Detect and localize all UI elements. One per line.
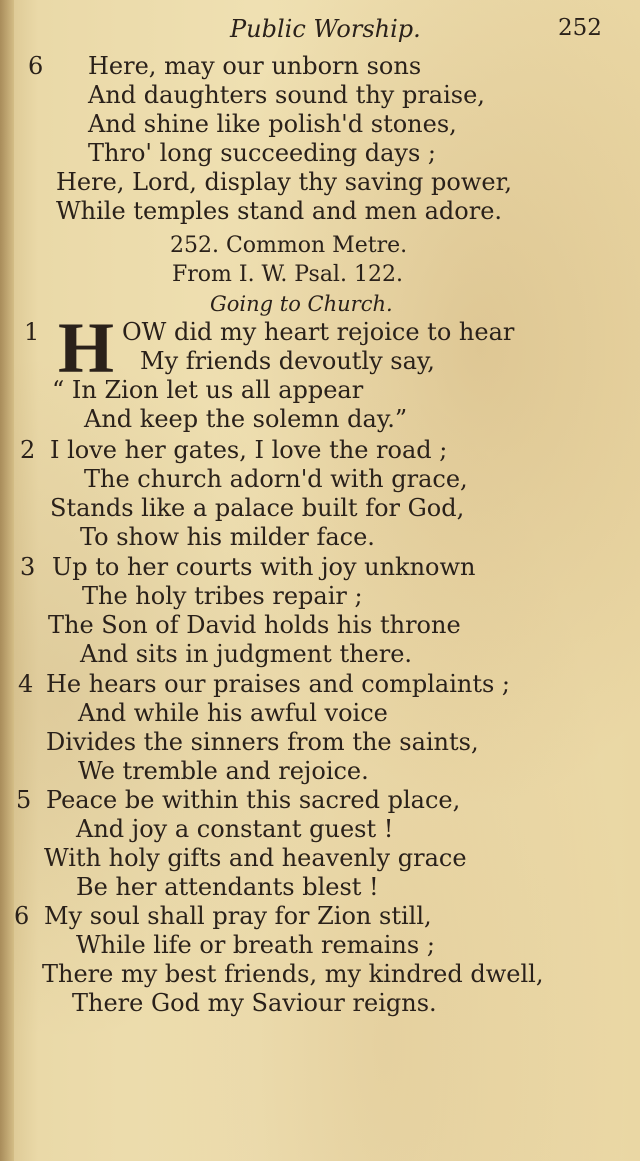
hymn-subtitle: Going to Church. (210, 292, 393, 316)
verse-line: The church adorn'd with grace, (84, 465, 468, 493)
verse-line: My soul shall pray for Zion still, (44, 902, 432, 930)
verse-line: And joy a constant guest ! (76, 815, 394, 843)
verse-line: And sits in judgment there. (80, 640, 413, 668)
verse-line: Be her attendants blest ! (76, 873, 379, 901)
verse-line: We tremble and rejoice. (78, 757, 369, 785)
verse-line: “ In Zion let us all appear (52, 376, 364, 404)
verse-line: There God my Saviour reigns. (72, 989, 437, 1017)
verse-line: The Son of David holds his throne (48, 611, 461, 639)
verse-line: With holy gifts and heavenly grace (44, 844, 467, 872)
hymn-source: From I. W. Psal. 122. (172, 262, 403, 287)
verse-line: And while his awful voice (78, 699, 388, 727)
verse-number: 3 (20, 553, 36, 581)
running-header: Public Worship. (230, 15, 421, 43)
verse-line: Up to her courts with joy unknown (52, 553, 476, 581)
verse-line: The holy tribes repair ; (82, 582, 363, 610)
verse-line: And shine like polish'd stones, (88, 110, 457, 138)
page-number: 252 (558, 15, 602, 41)
verse-number: 1 (24, 318, 40, 346)
verse-line: He hears our praises and complaints ; (46, 670, 511, 698)
verse-number: 4 (18, 670, 34, 698)
verse-line: Thro' long succeeding days ; (88, 139, 436, 167)
verse-line: To show his milder face. (80, 523, 375, 551)
verse-line: I love her gates, I love the road ; (50, 436, 448, 464)
verse-number: 2 (20, 436, 36, 464)
verse-number: 5 (16, 786, 32, 814)
verse-line: My friends devoutly say, (140, 347, 435, 375)
hymn-heading: 252. Common Metre. (170, 233, 408, 258)
verse-line: Here, may our unborn sons (88, 52, 422, 80)
verse-number: 6 (28, 52, 44, 80)
verse-number: 6 (14, 902, 30, 930)
verse-line: There my best friends, my kindred dwell, (42, 960, 544, 988)
page-gutter (0, 0, 14, 1161)
verse-line: While temples stand and men adore. (56, 197, 503, 225)
verse-line: OW did my heart rejoice to hear (122, 318, 515, 346)
verse-line: Divides the sinners from the saints, (46, 728, 479, 756)
drop-cap: H (58, 308, 115, 388)
verse-line: While life or breath remains ; (76, 931, 435, 959)
verse-line: Peace be within this sacred place, (46, 786, 461, 814)
verse-line: And keep the solemn day.” (84, 405, 408, 433)
verse-line: Here, Lord, display thy saving power, (56, 168, 513, 196)
verse-line: Stands like a palace built for God, (50, 494, 465, 522)
verse-line: And daughters sound thy praise, (88, 81, 485, 109)
